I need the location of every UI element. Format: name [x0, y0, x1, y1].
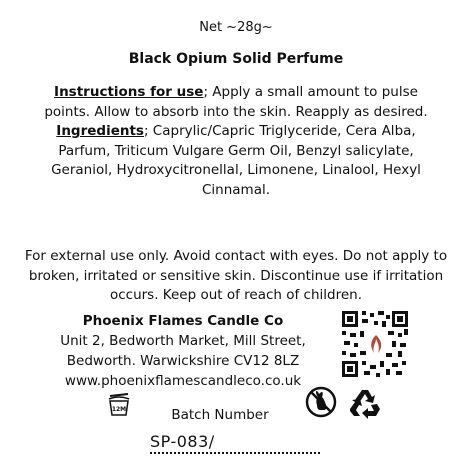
net-weight: Net ~28g~ [199, 20, 273, 35]
period-after-opening-icon [104, 388, 134, 418]
ingredients-heading: Ingredients [56, 123, 144, 139]
safety-warning: For external use only. Avoid contact with eyes. Do not apply to broken, irritated or sensitive skin. Discontinue use if irritation occurs. Keep out of reach of children. [24, 248, 448, 303]
batch-code-blank [150, 444, 320, 454]
batch-code: SP-083/ [150, 432, 215, 451]
cruelty-free-icon [305, 386, 337, 418]
address-line-1: Unit 2, Bedworth Market, Mill Street, [60, 333, 306, 349]
address-line-2: Bedworth. Warwickshire CV12 8LZ [66, 353, 300, 369]
recycle-icon [347, 387, 383, 419]
qr-code-icon [340, 309, 410, 379]
instructions-block [30, 83, 442, 200]
product-title: Black Opium Solid Perfume [128, 51, 344, 67]
ingredients-text: ; Caprylic/Capric Triglyceride, Cera Alba, Parfum, Triticum Vulgare Germ Oil, Benzyl salicylate, Geraniol, Hydroxycitronellal, Limonene, Linalool, Hexyl Cinnamal. [51, 123, 421, 198]
instructions-heading: Instructions for use [54, 84, 204, 100]
batch-number-label: Batch Number [171, 407, 269, 423]
instructions-text: ; Apply a small amount to pulse points. Allow to absorb into the skin. Reapply as desired. [44, 84, 428, 120]
website: www.phoenixflamescandleco.co.uk [64, 373, 302, 389]
pao-label: 12M [111, 406, 127, 413]
company-block [28, 311, 338, 391]
company-name: Phoenix Flames Candle Co [82, 313, 284, 329]
